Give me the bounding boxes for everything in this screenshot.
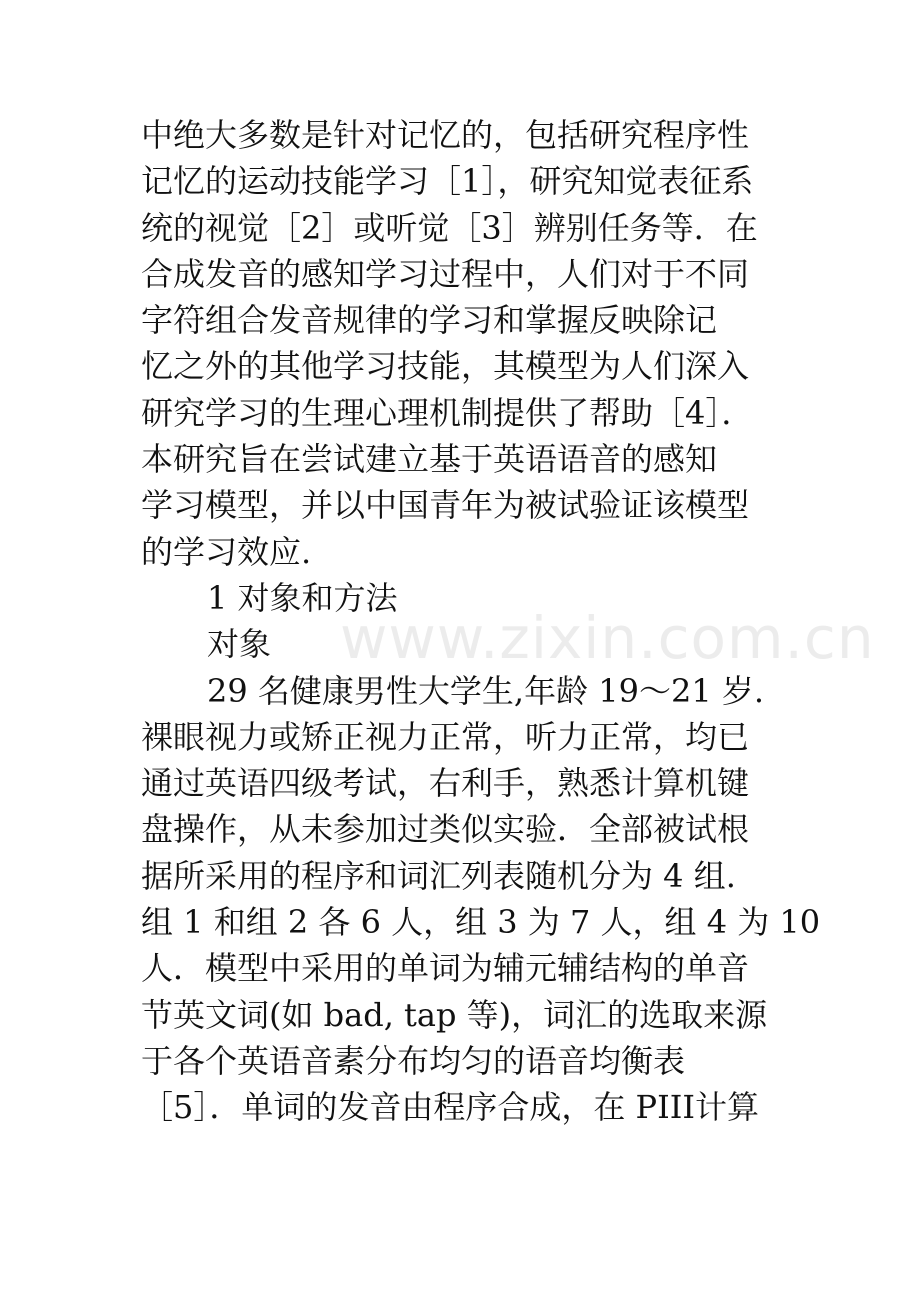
text-line: 忆之外的其他学习技能，其模型为人们深入 bbox=[141, 347, 750, 386]
text-line: ［5］．单词的发音由程序合成，在 PIII计算 bbox=[141, 1088, 759, 1127]
text-line: 合成发音的感知学习过程中，人们对于不同 bbox=[141, 254, 750, 293]
text-line: 中绝大多数是针对记忆的，包括研究程序性 bbox=[141, 116, 750, 154]
subsection-heading: 对象 bbox=[207, 625, 272, 664]
text-line: 研究学习的生理心理机制提供了帮助［4］． bbox=[141, 393, 754, 432]
text-line: 本研究旨在尝试建立基于英语语音的感知 bbox=[141, 440, 718, 479]
text-line: 字符组合发音规律的学习和掌握反映除记 bbox=[141, 301, 718, 340]
section-heading: 1 对象和方法 bbox=[207, 578, 398, 617]
text-line: 学习模型，并以中国青年为被试验证该模型 bbox=[141, 486, 750, 525]
text-line: 盘操作，从未参加过类似实验．全部被试根 bbox=[141, 810, 750, 849]
text-line: 据所采用的程序和词汇列表随机分为 4 组. bbox=[141, 856, 736, 895]
watermark: www.zixin.com.cn bbox=[340, 604, 875, 672]
text-line: 组 1 和组 2 各 6 人，组 3 为 7 人，组 4 为 10 bbox=[141, 903, 821, 942]
text-line: 29 名健康男性大学生,年龄 19～21 岁. bbox=[207, 671, 765, 710]
text-line: 于各个英语音素分布均匀的语音均衡表 bbox=[141, 1041, 686, 1080]
text-line: 裸眼视力或矫正视力正常，听力正常，均已 bbox=[141, 717, 750, 756]
body-text bbox=[141, 112, 821, 1131]
text-line: 节英文词(如 bad, tap 等)，词汇的选取来源 bbox=[141, 995, 768, 1034]
text-line: 记忆的运动技能学习［1］，研究知觉表征系 bbox=[141, 162, 754, 201]
text-line: 的学习效应. bbox=[141, 532, 312, 571]
text-line: 统的视觉［2］或听觉［3］辨别任务等．在 bbox=[141, 208, 758, 247]
text-line: 通过英语四级考试，右利手，熟悉计算机键 bbox=[141, 764, 750, 803]
text-line: 人．模型中采用的单词为辅元辅结构的单音 bbox=[141, 949, 750, 988]
